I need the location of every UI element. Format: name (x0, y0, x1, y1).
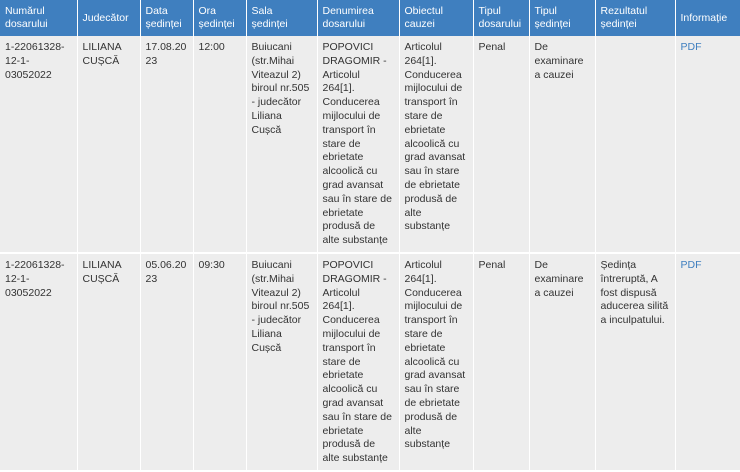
table-header (0, 0, 740, 36)
cell-judge: LILIANA CUȘCĂ (77, 36, 140, 253)
cell-case-object: Articolul 264[1]. Conducerea mijlocului de transport în stare de ebrietate alcoolică cu grad avansat sau în stare de ebrietate produsă de alte substanțe (399, 36, 473, 253)
cell-time: 12:00 (193, 36, 246, 253)
pdf-link[interactable]: PDF (680, 258, 702, 271)
cell-case-number: 1-22061328-12-1-03052022 (0, 36, 77, 253)
cell-room: Buiucani (str.Mihai Viteazul 2) biroul nr.505 - judecător Liliana Cușcă (246, 253, 317, 471)
column-header-time[interactable]: Ora ședinței (193, 0, 246, 36)
column-header-case-type[interactable]: Tipul dosarului (473, 0, 529, 36)
cell-judge: LILIANA CUȘCĂ (77, 253, 140, 471)
column-header-info[interactable]: Informație (675, 0, 740, 36)
cell-result (595, 36, 675, 253)
column-header-judge[interactable]: Judecător (77, 0, 140, 36)
cell-info (675, 253, 740, 471)
cell-case-object: Articolul 264[1]. Conducerea mijlocului de transport în stare de ebrietate alcoolică cu grad avansat sau în stare de ebrietate produsă de alte substanțe (399, 253, 473, 471)
cell-case-name: POPOVICI DRAGOMIR - Articolul 264[1]. Conducerea mijlocului de transport în stare de ebrietate alcoolică cu grad avansat sau în stare de ebrietate produsă de alte substanțe (317, 36, 399, 253)
table-row (0, 253, 740, 471)
cell-result: Ședința întreruptă, A fost dispusă aducerea silită a inculpatului. (595, 253, 675, 471)
cell-case-type: Penal (473, 36, 529, 253)
column-header-case-object[interactable]: Obiectul cauzei (399, 0, 473, 36)
cell-session-type: De examinare a cauzei (529, 36, 595, 253)
header-row (0, 0, 740, 36)
cell-date: 17.08.2023 (140, 36, 193, 253)
cell-case-number: 1-22061328-12-1-03052022 (0, 253, 77, 471)
cell-date: 05.06.2023 (140, 253, 193, 471)
cell-case-type: Penal (473, 253, 529, 471)
column-header-session-type[interactable]: Tipul ședinței (529, 0, 595, 36)
column-header-room[interactable]: Sala ședinței (246, 0, 317, 36)
cell-session-type: De examinare a cauzei (529, 253, 595, 471)
table-row (0, 36, 740, 253)
cell-time: 09:30 (193, 253, 246, 471)
column-header-case-number[interactable]: Numărul dosarului (0, 0, 77, 36)
table-body (0, 36, 740, 471)
cell-case-name: POPOVICI DRAGOMIR - Articolul 264[1]. Conducerea mijlocului de transport în stare de ebrietate alcoolică cu grad avansat sau în stare de ebrietate produsă de alte substanțe (317, 253, 399, 471)
column-header-result[interactable]: Rezultatul ședinței (595, 0, 675, 36)
column-header-case-name[interactable]: Denumirea dosarului (317, 0, 399, 36)
pdf-link[interactable]: PDF (680, 41, 702, 53)
column-header-date[interactable]: Data ședinței (140, 0, 193, 36)
cell-room: Buiucani (str.Mihai Viteazul 2) biroul nr.505 - judecător Liliana Cușcă (246, 36, 317, 253)
cell-info (675, 36, 740, 253)
